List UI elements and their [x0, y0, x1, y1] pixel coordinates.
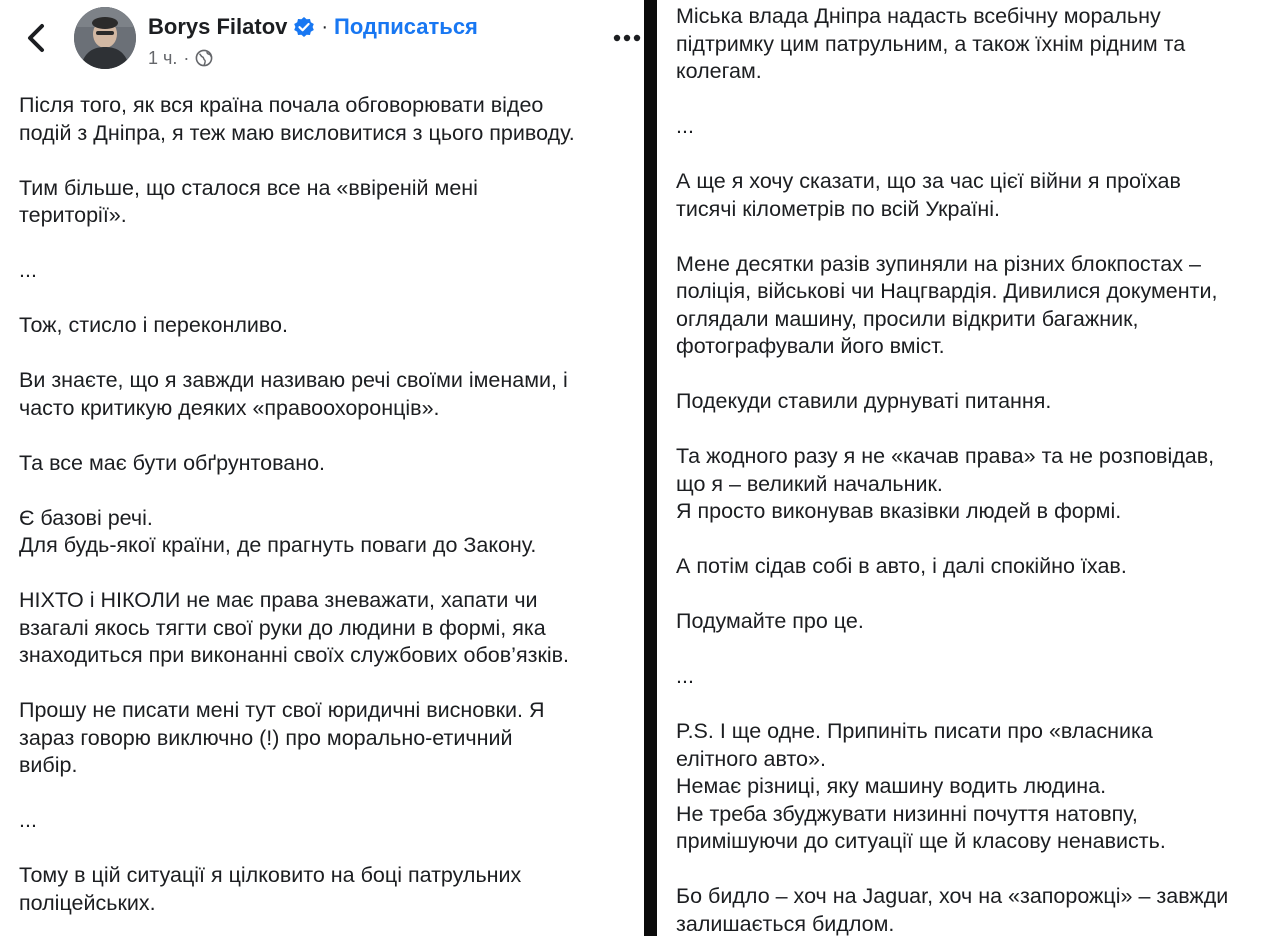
text-line: НІХТО і НІКОЛИ не має права зневажати, хапати чи	[19, 588, 538, 612]
post-text	[19, 92, 644, 936]
text-line: знаходиться при виконанні своїх службових обов’язків.	[19, 643, 570, 667]
paragraph	[19, 367, 644, 422]
avatar-photo	[74, 7, 136, 69]
globe-icon	[195, 49, 213, 67]
paragraph	[676, 883, 1280, 936]
text-line: ...	[676, 114, 694, 138]
text-line: Подумайте про це.	[676, 609, 864, 633]
text-line: Тож, стисло і переконливо.	[19, 313, 288, 337]
paragraph	[676, 718, 1280, 856]
text-line: території».	[19, 203, 127, 227]
paragraph	[19, 587, 644, 670]
paragraph	[676, 251, 1280, 361]
paragraph	[19, 312, 644, 340]
text-line: ...	[19, 808, 37, 832]
text-line: подій з Дніпра, я теж маю висловитися з цього приводу.	[19, 120, 575, 145]
chevron-left-icon	[26, 23, 46, 53]
text-line: колегам.	[676, 59, 762, 83]
text-line: вибір.	[19, 753, 78, 777]
paragraph	[19, 450, 644, 478]
paragraph	[676, 3, 1280, 86]
text-line: Для будь-якої країни, де прагнуть поваги до Закону.	[19, 533, 537, 557]
text-line: Бо бидло – хоч на Jaguar, хоч на «запорожці» – завжди	[676, 884, 1229, 908]
more-options-button[interactable]	[610, 24, 644, 52]
text-line: поліція, військові чи Нацгвардія. Дивилися документи,	[676, 279, 1218, 303]
text-line: Я просто виконував вказівки людей в формі.	[676, 499, 1122, 523]
text-line: А ще я хочу сказати, що за час цієї війни я проїхав	[676, 169, 1181, 193]
text-line: Після того, як вся країна почала обговорювати відео	[19, 93, 544, 117]
post-meta	[148, 46, 213, 70]
text-line: Та все має бути обґрунтовано.	[19, 450, 326, 475]
paragraph	[676, 168, 1280, 223]
paragraph	[676, 553, 1280, 581]
text-line: Прошу не писати мені тут свої юридичні висновки. Я	[19, 698, 545, 722]
avatar[interactable]	[74, 7, 136, 69]
meta-dot: ·	[183, 47, 190, 68]
text-line: P.S. І ще одне. Припиніть писати про «власника	[676, 719, 1153, 743]
text-line: Та жодного разу я не «качав права» та не розповідав,	[676, 444, 1215, 468]
text-line: Мене десятки разів зупиняли на різних блокпостах –	[676, 251, 1201, 276]
text-line: зараз говорю виключно (!) про морально-етичний	[19, 725, 513, 750]
text-line: Є базові речі.	[19, 505, 153, 530]
post-time[interactable]: 1 ч.	[148, 47, 178, 68]
paragraph	[19, 175, 644, 230]
text-line: Немає різниці, яку машину водить людина.	[676, 774, 1107, 798]
paragraph	[676, 608, 1280, 636]
text-line: примішуючи до ситуації ще й класову ненависть.	[676, 829, 1166, 853]
text-line: Тим більше, що сталося все на «ввіреній мені	[19, 175, 478, 200]
text-line: Тому в цій ситуації я цілковито на боці патрульних	[19, 863, 522, 887]
separator-dot: ·	[321, 15, 329, 38]
verified-badge-icon	[293, 16, 315, 38]
text-line: залишається бидлом.	[676, 911, 895, 936]
paragraph	[19, 92, 644, 147]
text-line: Не треба збуджувати низинні почуття натовпу,	[676, 801, 1138, 826]
paragraph	[19, 505, 644, 560]
back-button[interactable]	[18, 20, 54, 56]
text-line: що я – великий начальник.	[676, 471, 943, 496]
paragraph	[676, 113, 1280, 141]
text-line: елітного авто».	[676, 746, 826, 771]
paragraph	[676, 443, 1280, 526]
paragraph	[19, 862, 644, 917]
text-line: Ви знаєте, що я завжди називаю речі своїми іменами, і	[19, 368, 568, 392]
text-line: ...	[676, 664, 694, 688]
text-line: оглядали машину, просили відкрити багажник,	[676, 306, 1139, 331]
text-line: ...	[19, 258, 37, 282]
right-post-column	[657, 0, 1280, 936]
text-line: тисячі кілометрів по всій Україні.	[676, 196, 1001, 221]
text-line: підтримку цим патрульним, а також їхнім рідним та	[676, 31, 1186, 56]
paragraph	[19, 807, 644, 835]
text-line: фотографували його вміст.	[676, 334, 945, 358]
text-line: взагалі якось тягти свої руки до людини в формі, яка	[19, 615, 546, 640]
post-text-continued	[676, 3, 1280, 936]
paragraph	[19, 697, 644, 780]
subscribe-button[interactable]: Подписаться	[334, 14, 478, 39]
paragraph	[676, 663, 1280, 691]
text-line: Міська влада Дніпра надасть всебічну моральну	[676, 4, 1161, 28]
text-line: часто критикую деяких «правоохоронців».	[19, 395, 440, 420]
paragraph	[19, 257, 644, 285]
text-line: А потім сідав собі в авто, і далі спокійно їхав.	[676, 554, 1127, 578]
text-line: Подекуди ставили дурнуваті питання.	[676, 389, 1052, 413]
paragraph	[676, 388, 1280, 416]
column-divider	[644, 0, 657, 936]
author-row	[148, 12, 478, 42]
author-name[interactable]: Borys Filatov	[148, 14, 288, 39]
post-header	[0, 0, 644, 80]
more-horizontal-icon	[613, 34, 641, 42]
text-line: поліцейських.	[19, 890, 156, 915]
